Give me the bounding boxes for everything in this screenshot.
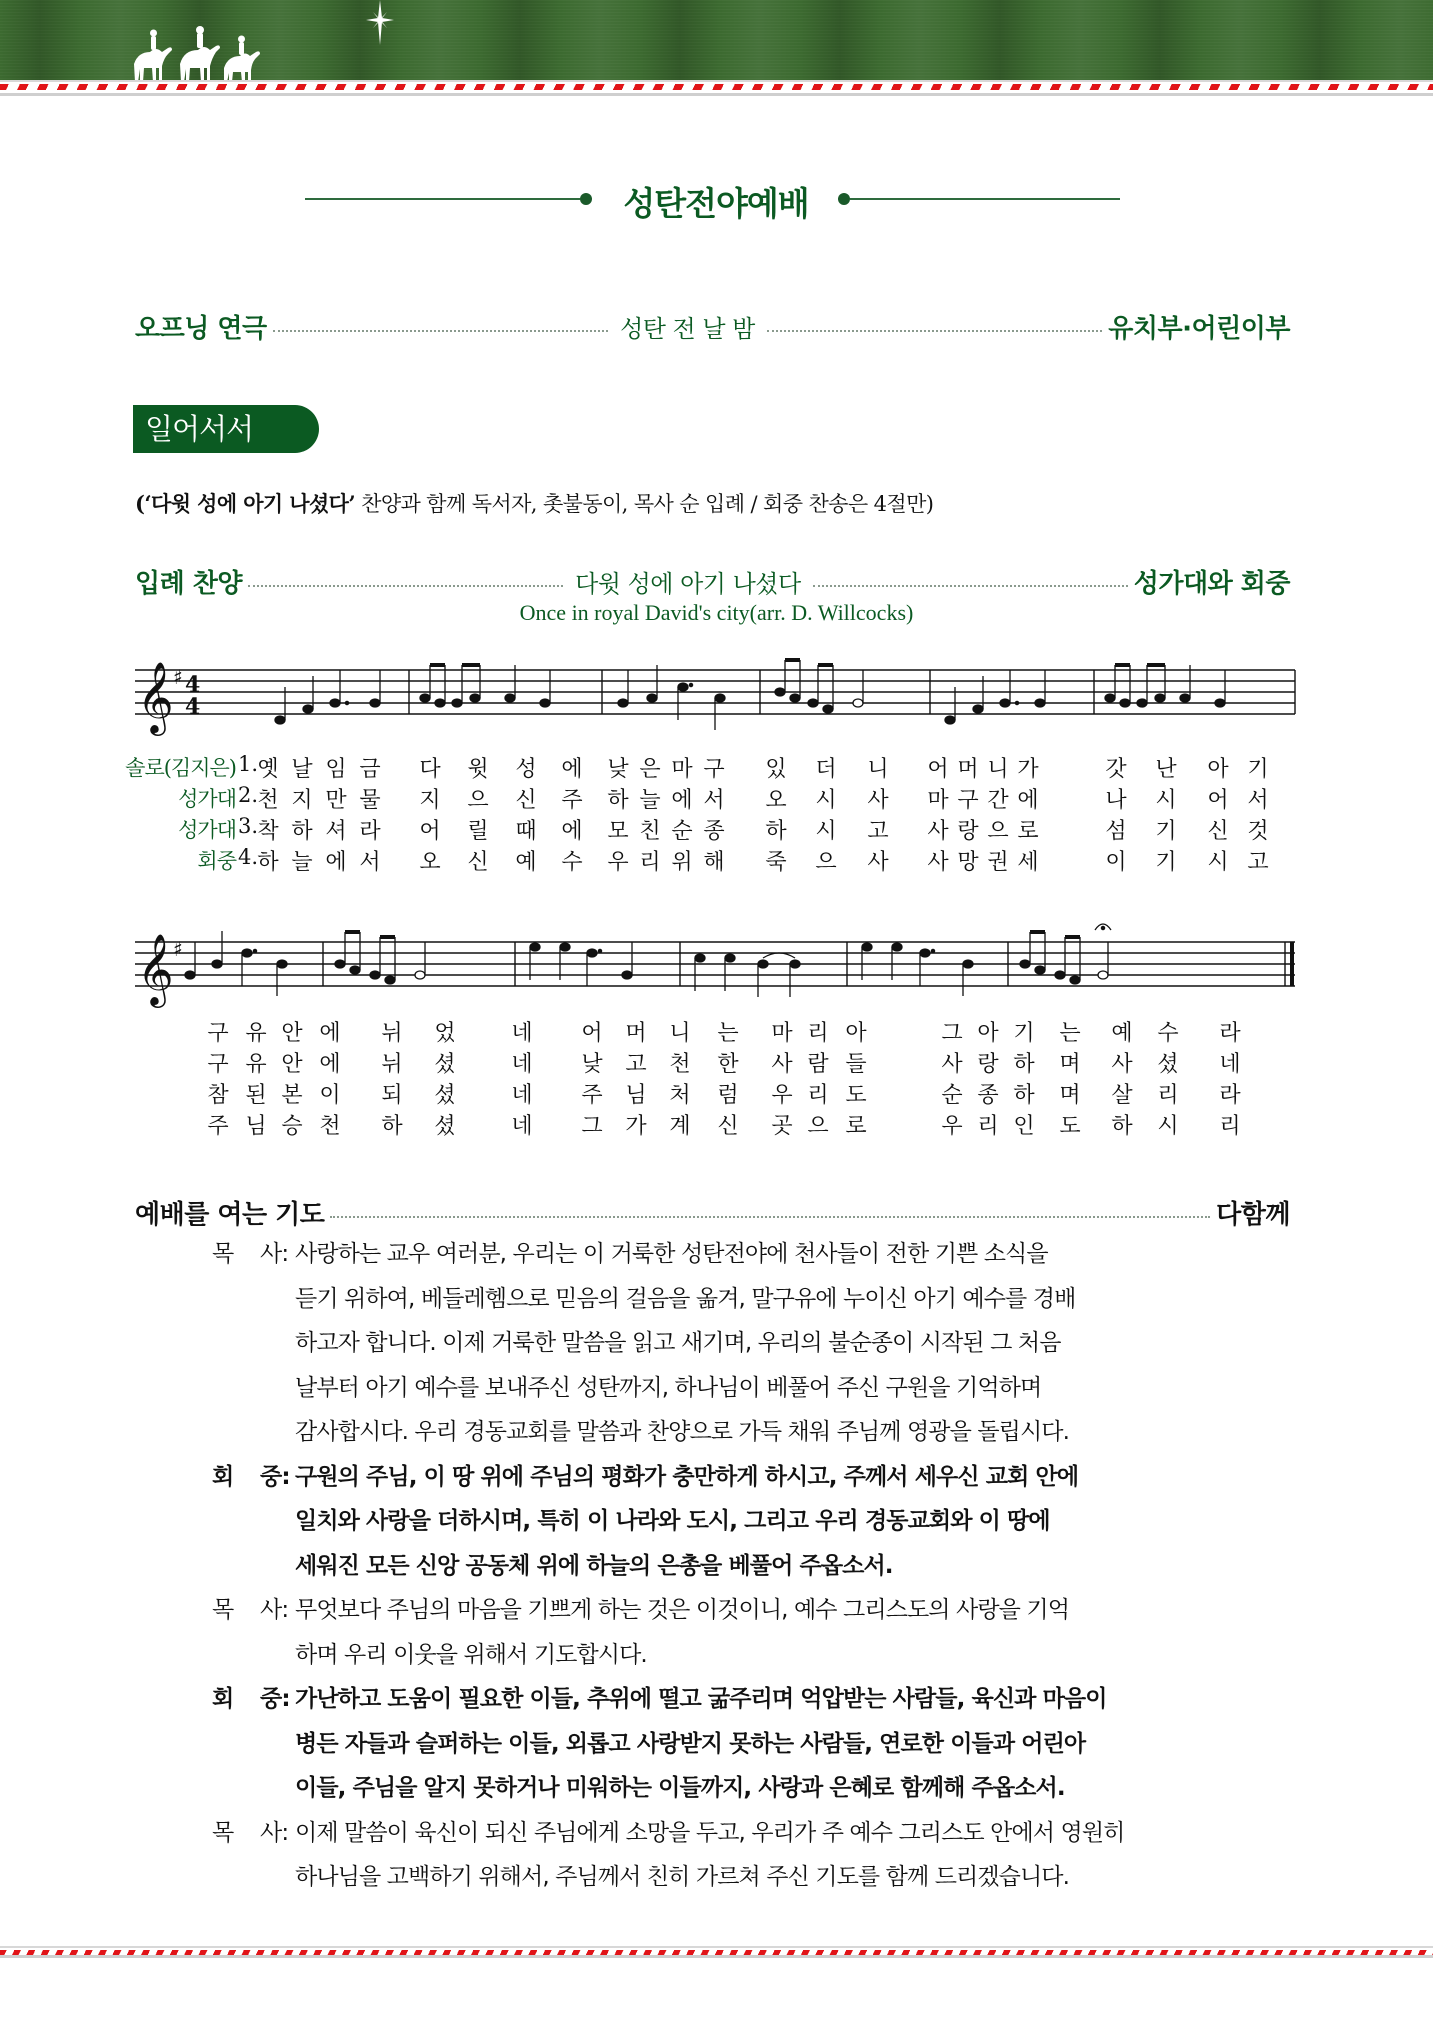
lyric-syllable: 오 [765,788,787,813]
camels-icon [132,24,277,84]
treble-clef-icon: 𝄞 [137,932,174,1005]
lyric-syllable: 참 [207,1083,229,1108]
opening-prayer-row [135,1194,1290,1231]
lyric-syllable: 서 [703,788,725,813]
prayer-entry-congregation [205,1455,1215,1589]
lyric-syllable: 뉘 [381,1021,403,1046]
sheet-music-system-2 [135,922,1295,1005]
lyric-syllable: 아 [1207,757,1229,782]
lyric-syllable: 로 [1017,819,1039,844]
lyric-syllable: 신 [1207,819,1229,844]
lyric-syllable: 라 [359,819,381,844]
lyric-syllable: 는 [1059,1021,1081,1046]
lyric-syllable: 리 [807,1021,829,1046]
lyric-line-verse-1 [0,1016,1433,1046]
lyric-syllable: 리 [807,1083,829,1108]
processional-hymn-title: 다윗 성에 아기 나셨다 [575,570,801,598]
lyric-syllable: 셨 [1157,1052,1179,1077]
lyric-syllable: 시 [815,819,837,844]
speaker-role-char: 사: [260,1241,289,1267]
lyric-syllable: 천 [257,788,279,813]
lyric-syllable: 천 [319,1114,341,1139]
lyric-syllable: 기 [1155,819,1177,844]
lyric-syllable: 에 [561,757,583,782]
title-bullet-right [838,193,850,205]
lyric-syllable: 가 [625,1114,647,1139]
lyric-syllable: 안 [281,1021,303,1046]
lyric-syllable: 고 [867,819,889,844]
lyric-syllable: 종 [977,1083,999,1108]
lyric-syllable: 위 [671,850,693,875]
lyric-syllable: 순 [671,819,693,844]
verse-singer-label: 솔로(김지은) [125,756,236,780]
lyric-syllable: 늘 [291,850,313,875]
lyric-syllable: 오 [419,850,441,875]
lyric-syllable: 었 [434,1021,456,1046]
lyric-syllable: 임 [325,757,347,782]
lyric-syllable: 네 [511,1083,533,1108]
speaker-role-char: 사: [260,1819,289,1846]
lyric-syllable: 예 [1111,1021,1133,1046]
lyric-line-verse-3 [0,814,1433,844]
speaker-role-char: 목 [212,1819,234,1846]
lyric-syllable: 주 [561,788,583,813]
lyric-syllable: 섬 [1105,819,1127,844]
lyric-syllable: 셨 [434,1052,456,1077]
star-icon [365,0,395,45]
lyric-syllable: 그 [581,1114,603,1139]
lyric-syllable: 수 [561,850,583,875]
lyric-syllable: 더 [815,757,837,782]
lyric-syllable: 니 [669,1021,691,1046]
lyric-syllable: 우 [771,1083,793,1108]
sharp-icon: ♯ [173,937,183,961]
lyric-syllable: 착 [257,819,279,844]
lyric-syllable: 사 [867,788,889,813]
lyric-syllable: 우 [941,1114,963,1139]
lyric-line-verse-4 [0,1109,1433,1139]
lyric-syllable: 랑 [977,1052,999,1077]
lyric-syllable: 망 [957,850,979,875]
lyric-syllable: 순 [941,1083,963,1108]
lyric-syllable: 사 [867,850,889,875]
lyric-syllable: 며 [1059,1052,1081,1077]
lyric-syllable: 그 [941,1021,963,1046]
lyric-syllable: 계 [669,1114,691,1139]
lyric-syllable: 셨 [434,1083,456,1108]
lyric-syllable: 네 [511,1114,533,1139]
dotted-leader [273,330,608,332]
lyric-syllable: 시 [1155,788,1177,813]
lyric-syllable: 금 [359,757,381,782]
lyric-syllable: 사 [771,1052,793,1077]
speaker-role-char: 중: [260,1463,290,1490]
lyric-syllable: 물 [359,788,381,813]
opening-play-performers: 유치부·어린이부 [1108,314,1290,344]
lyric-syllable: 랑 [957,819,979,844]
lyric-syllable: 신 [467,850,489,875]
lyric-syllable: 니 [987,757,1009,782]
candy-stripe-border-bottom [0,1946,1433,1958]
lyric-syllable: 옛 [257,757,279,782]
lyric-syllable: 하 [291,819,313,844]
lyric-syllable: 죽 [765,850,787,875]
speaker-role-char: 중: [260,1686,290,1712]
music-staff-1 [135,660,1295,733]
lyric-syllable: 갓 [1105,757,1127,782]
lyric-syllable: 며 [1059,1083,1081,1108]
prayer-line: 병든 자들과 슬퍼하는 이들, 외롭고 사랑받지 못하는 사람들, 연로한 이들과 어린아 [295,1730,1086,1757]
svg-text:4: 4 [185,694,201,720]
lyric-syllable: 에 [561,819,583,844]
prayer-line: 무엇보다 주님의 마음을 기쁘게 하는 것은 이것이니, 예수 그리스도의 사랑을 기억 [295,1597,1070,1623]
verse-number: 1. [238,752,259,776]
section-badge-stand: 일어서서 [133,405,319,453]
lyric-syllable: 마 [671,757,693,782]
lyric-syllable: 지 [419,788,441,813]
lyric-syllable: 하 [381,1114,403,1139]
prayer-line: 이들, 주님을 알지 못하거나 미워하는 이들까지, 사랑과 은혜로 함께해 주옵소서. [295,1775,1065,1801]
title-row [305,178,1120,224]
lyric-syllable: 으 [807,1114,829,1139]
lyric-syllable: 되 [381,1083,403,1108]
processional-instruction [135,488,933,518]
prayer-line: 감사합시다. 우리 경동교회를 말씀과 찬양으로 가득 채워 주님께 영광을 돌립시다. [295,1419,1070,1445]
lyric-syllable: 서 [359,850,381,875]
lyric-syllable: 시 [1157,1114,1179,1139]
lyric-syllable: 인 [1013,1114,1035,1139]
processional-row [135,563,1290,600]
lyric-syllable: 라 [1219,1021,1241,1046]
lyric-syllable: 사 [941,1052,963,1077]
lyric-syllable: 어 [581,1021,603,1046]
lyric-syllable: 예 [515,850,537,875]
lyric-syllable: 승 [281,1114,303,1139]
prayer-line: 세워진 모든 신앙 공동체 위에 하늘의 은총을 베풀어 주옵소서. [295,1552,893,1579]
lyric-syllable: 시 [1207,850,1229,875]
lyric-syllable: 어 [419,819,441,844]
lyric-syllable: 권 [987,850,1009,875]
lyric-syllable: 사 [1111,1052,1133,1077]
lyric-syllable: 모 [607,819,629,844]
lyric-syllable: 낮 [607,757,629,782]
lyric-syllable: 서 [1247,788,1269,813]
opening-play-row [135,308,1290,345]
speaker-role [212,1588,300,1633]
lyric-syllable: 난 [1155,757,1177,782]
lyric-syllable: 고 [1247,850,1269,875]
lyric-syllable: 람 [807,1052,829,1077]
lyric-syllable: 우 [607,850,629,875]
dotted-leader [248,585,563,587]
verse-singer-label: 회중 [197,849,236,873]
lyric-syllable: 도 [845,1083,867,1108]
lyric-syllable: 친 [639,819,661,844]
lyric-syllable: 늘 [639,788,661,813]
lyric-syllable: 으 [815,850,837,875]
speaker-role [212,1232,300,1277]
speaker-role [212,1811,300,1856]
lyric-syllable: 구 [207,1052,229,1077]
lyric-syllable: 어 [1207,788,1229,813]
lyric-syllable: 하 [1013,1083,1035,1108]
lyric-syllable: 니 [867,757,889,782]
verse-number: 2. [238,783,259,807]
lyric-syllable: 아 [845,1021,867,1046]
prayer-entry-pastor [205,1811,1215,1900]
page-title: 성탄전야예배 [623,184,809,223]
title-rule-left [305,198,580,200]
opening-play-title: 성탄 전 날 밤 [620,315,755,343]
speaker-role [212,1677,300,1722]
lyric-syllable: 이 [1105,850,1127,875]
lyric-syllable: 사 [927,819,949,844]
lyric-line-verse-2 [0,1047,1433,1077]
lyric-syllable: 된 [245,1083,267,1108]
instruction-text: 찬양과 함께 독서자, 촛불동이, 목사 순 입례 / 회중 찬송은 4절만) [355,492,934,516]
prayer-line: 하며 우리 이웃을 위해서 기도합시다. [295,1641,647,1668]
treble-clef-icon: 𝄞 [137,660,174,733]
lyric-syllable: 한 [717,1052,739,1077]
lyric-syllable: 리 [1219,1114,1241,1139]
dotted-leader [813,585,1128,587]
lyric-syllable: 구 [207,1021,229,1046]
lyric-syllable: 아 [977,1021,999,1046]
lyric-syllable: 라 [1219,1083,1241,1108]
lyric-syllable: 신 [515,788,537,813]
lyric-syllable: 하 [607,788,629,813]
lyric-syllable: 간 [987,788,1009,813]
lyric-syllable: 이 [319,1083,341,1108]
lyric-syllable: 수 [1157,1021,1179,1046]
lyric-syllable: 에 [319,1021,341,1046]
prayer-entry-congregation [205,1677,1215,1811]
lyric-syllable: 으 [987,819,1009,844]
speaker-role-char: 사: [260,1597,289,1623]
dotted-leader [767,330,1102,332]
lyric-syllable: 에 [671,788,693,813]
speaker-role [212,1455,300,1500]
lyric-syllable: 낮 [581,1052,603,1077]
music-staff-2 [135,922,1295,1005]
lyric-syllable: 있 [765,757,787,782]
opening-play-label: 오프닝 연극 [135,314,267,344]
lyric-syllable: 것 [1247,819,1269,844]
lyric-syllable: 리 [977,1114,999,1139]
lyric-syllable: 주 [581,1083,603,1108]
lyric-syllable: 네 [511,1052,533,1077]
lyric-syllable: 네 [1219,1052,1241,1077]
lyric-syllable: 머 [625,1021,647,1046]
lyric-syllable: 종 [703,819,725,844]
lyrics-system-1 [0,752,1433,882]
lyric-syllable: 만 [325,788,347,813]
lyric-syllable: 셔 [325,819,347,844]
lyric-syllable: 에 [1017,788,1039,813]
prayer-line: 일치와 사랑을 더하시며, 특히 이 나라와 도시, 그리고 우리 경동교회와 이 땅에 [295,1508,1050,1534]
processional-performers: 성가대와 회중 [1133,569,1291,599]
lyric-syllable: 마 [927,788,949,813]
lyric-syllable: 주 [207,1114,229,1139]
speaker-role-char: 목 [212,1241,234,1267]
lyrics-system-2 [0,1016,1433,1146]
lyric-syllable: 들 [845,1052,867,1077]
lyric-syllable: 마 [771,1021,793,1046]
header-banner [0,0,1433,82]
lyric-syllable: 해 [703,850,725,875]
lyric-syllable: 님 [245,1114,267,1139]
lyric-syllable: 유 [245,1021,267,1046]
lyric-syllable: 하 [257,850,279,875]
lyric-syllable: 구 [957,788,979,813]
lyric-line-verse-1 [0,752,1433,782]
prayer-line: 하나님을 고백하기 위해서, 주님께서 친히 가르쳐 주신 기도를 함께 드리겠습니다. [295,1864,1070,1890]
processional-label: 입례 찬양 [135,569,243,599]
lyric-syllable: 에 [325,850,347,875]
lyric-syllable: 살 [1111,1083,1133,1108]
lyric-syllable: 리 [1157,1083,1179,1108]
lyric-syllable: 머 [957,757,979,782]
lyric-syllable: 리 [639,850,661,875]
lyric-syllable: 날 [291,757,313,782]
lyric-syllable: 로 [845,1114,867,1139]
lyric-syllable: 처 [669,1083,691,1108]
opening-prayer-label: 예배를 여는 기도 [135,1200,325,1230]
title-bullet-left [580,193,592,205]
lyric-syllable: 네 [511,1021,533,1046]
lyric-syllable: 뉘 [381,1052,403,1077]
prayer-entry-pastor [205,1232,1215,1455]
prayer-entry-pastor [205,1588,1215,1677]
lyric-syllable: 릴 [467,819,489,844]
lyric-syllable: 신 [717,1114,739,1139]
speaker-role-char: 회 [212,1686,234,1712]
lyric-syllable: 세 [1017,850,1039,875]
lyric-syllable: 셨 [434,1114,456,1139]
lyric-syllable: 하 [1111,1114,1133,1139]
responsive-prayer [205,1232,1215,1900]
lyric-line-verse-3 [0,1078,1433,1108]
prayer-line: 하고자 합니다. 이제 거룩한 말씀을 읽고 새기며, 우리의 불순종이 시작된 그 처음 [295,1330,1061,1356]
dotted-leader [330,1216,1210,1218]
hymn-english-title: Once in royal David's city(arr. D. Willcocks) [519,600,914,625]
lyric-syllable: 으 [467,788,489,813]
sharp-icon: ♯ [173,665,183,689]
lyric-syllable: 곳 [771,1114,793,1139]
lyric-line-verse-2 [0,783,1433,813]
lyric-syllable: 에 [319,1052,341,1077]
candy-stripe-border-top [0,80,1433,96]
verse-number: 3. [238,814,259,838]
opening-prayer-participants: 다함께 [1216,1200,1290,1230]
prayer-line: 날부터 아기 예수를 보내주신 성탄까지, 하나님이 베풀어 주신 구원을 기억하며 [295,1374,1042,1401]
lyric-syllable: 구 [703,757,725,782]
lyric-syllable: 는 [717,1021,739,1046]
lyric-syllable: 기 [1247,757,1269,782]
prayer-line: 듣기 위하여, 베들레헴으로 믿음의 걸음을 옮겨, 말구유에 누이신 아기 예수를 경배 [295,1285,1076,1312]
lyric-line-verse-4 [0,845,1433,875]
lyric-syllable: 고 [625,1052,647,1077]
lyric-syllable: 하 [1013,1052,1035,1077]
lyric-syllable: 사 [927,850,949,875]
lyric-syllable: 기 [1155,850,1177,875]
lyric-syllable: 유 [245,1052,267,1077]
lyric-syllable: 본 [281,1083,303,1108]
lyric-syllable: 기 [1013,1021,1035,1046]
lyric-syllable: 도 [1059,1114,1081,1139]
lyric-syllable: 지 [291,788,313,813]
prayer-line: 사랑하는 교우 여러분, 우리는 이 거룩한 성탄전야에 천사들이 전한 기쁜 소식을 [295,1241,1048,1267]
speaker-role-char: 회 [212,1463,234,1490]
lyric-syllable: 안 [281,1052,303,1077]
instruction-hymn-ref: (‘다윗 성에 아기 나셨다’ [135,491,356,516]
lyric-syllable: 럼 [717,1083,739,1108]
sheet-music-system-1 [135,660,1295,740]
prayer-line: 가난하고 도움이 필요한 이들, 추위에 떨고 굶주리며 억압받는 사람들, 육신과 마음이 [295,1686,1107,1712]
lyric-syllable: 하 [765,819,787,844]
lyric-syllable: 성 [515,757,537,782]
prayer-line: 이제 말씀이 육신이 되신 주님에게 소망을 두고, 우리가 주 예수 그리스도 안에서 영원히 [295,1819,1125,1846]
verse-number: 4. [238,845,259,869]
prayer-line: 구원의 주님, 이 땅 위에 주님의 평화가 충만하게 하시고, 주께서 세우신 교회 안에 [295,1463,1079,1490]
lyric-syllable: 천 [669,1052,691,1077]
lyric-syllable: 나 [1105,788,1127,813]
verse-singer-label: 성가대 [178,787,236,811]
lyric-syllable: 시 [815,788,837,813]
title-rule-right [850,198,1120,200]
verse-singer-label: 성가대 [178,818,236,842]
lyric-syllable: 윗 [467,757,489,782]
lyric-syllable: 은 [639,757,661,782]
svg-text:4: 4 [185,672,201,698]
lyric-syllable: 때 [515,819,537,844]
lyric-syllable: 님 [625,1083,647,1108]
speaker-role-char: 목 [212,1597,234,1623]
lyric-syllable: 어 [927,757,949,782]
lyric-syllable: 다 [419,757,441,782]
lyric-syllable: 가 [1017,757,1039,782]
